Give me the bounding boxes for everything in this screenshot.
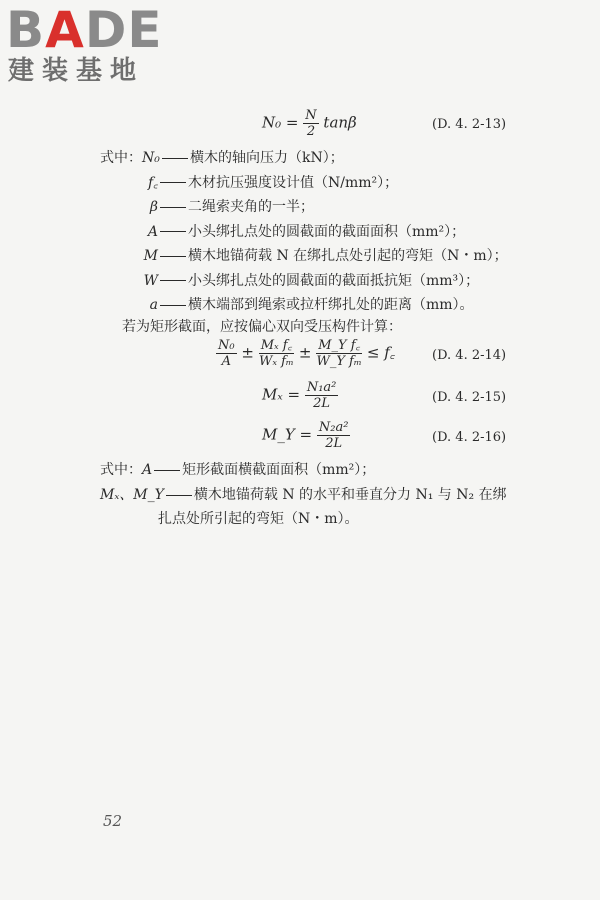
definition-row: 式中：N₀ 横木的轴向压力（kN）； bbox=[100, 150, 344, 166]
equation-number: (D. 4. 2-14) bbox=[432, 348, 507, 363]
equation-d-4-2-15: Mₓ = $\frac{\text{N₁a²}}{2L}$ bbox=[262, 380, 337, 411]
paragraph-rectangular-section: 若为矩形截面，应按偏心双向受压构件计算： bbox=[122, 319, 402, 335]
equation-number: (D. 4. 2-15) bbox=[432, 390, 507, 405]
equation-d-4-2-16: M_Y = $\frac{\text{N₂a²}}{2L}$ bbox=[262, 420, 349, 451]
definition-row: f꜀ 木材抗压强度设计值（N/mm²）； bbox=[147, 174, 399, 191]
equation-number: (D. 4. 2-16) bbox=[432, 430, 507, 445]
brand-logo bbox=[6, 1, 163, 86]
equation-number: (D. 4. 2-13) bbox=[432, 117, 507, 132]
definition-row: a 横木端部到绳索或拉杆绑扎处的距离（mm）。 bbox=[149, 297, 474, 313]
logo-wordmark: BADE bbox=[6, 1, 163, 59]
definition-row: β 二绳索夹角的一半； bbox=[149, 199, 314, 215]
symbol-definitions bbox=[100, 146, 508, 318]
definition-row: Mₓ、M_Y 横木地锚荷载 N 的水平和垂直分力 N₁ 与 N₂ 在绑 bbox=[100, 487, 507, 503]
equation-d-4-2-13: N₀ = $\frac{N}{2}$ tanβ bbox=[262, 108, 357, 139]
page-number: 52 bbox=[103, 812, 123, 830]
definition-continuation: 扎点处所引起的弯矩（N・m）。 bbox=[158, 511, 359, 527]
definition-row: 式中：A 矩形截面横截面面积（mm²）； bbox=[100, 462, 376, 478]
definition-row: M 横木地锚荷载 N 在绑扎点处引起的弯矩（N・m）； bbox=[143, 248, 508, 264]
logo-subtitle: 建装基地 bbox=[8, 56, 145, 86]
equation-d-4-2-14: $\frac{\text{N₀}}{A}$ ± $\frac{\text{Mₓ f꜀}}{\text{Wₓ fₘ}}$ ± $\frac{\text{M\_Y f꜀}}{\text{W\_Y fₘ}}$ ≤ f꜀ bbox=[218, 338, 395, 369]
definition-row: W 小头绑扎点处的圆截面的截面抵抗矩（mm³）； bbox=[143, 272, 480, 289]
definition-row: A 小头绑扎点处的圆截面的截面面积（mm²）； bbox=[147, 223, 466, 240]
